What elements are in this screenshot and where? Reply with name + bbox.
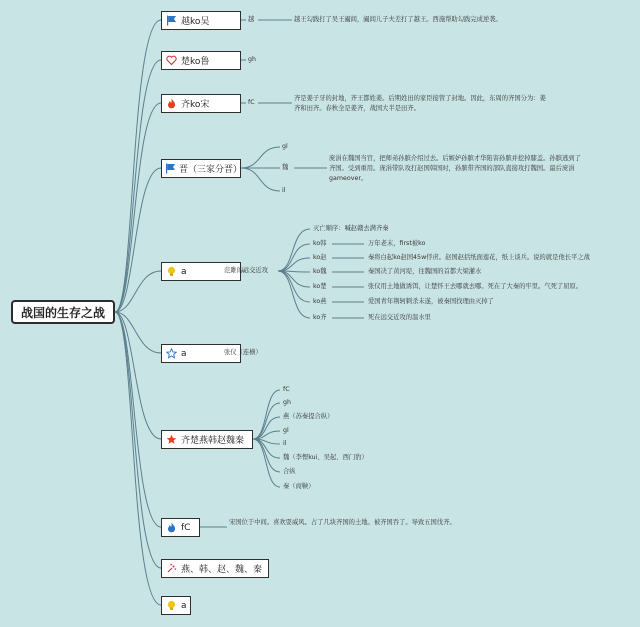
fire-icon <box>165 97 178 110</box>
subtopic-fc[interactable]: fC <box>248 99 255 106</box>
topic-chu-ko-lu[interactable] <box>161 51 241 70</box>
topic-a-3[interactable] <box>161 596 191 615</box>
subtopic-ko-zhao[interactable]: ko赵 <box>313 254 327 261</box>
subtopic-gh[interactable]: gh <box>283 399 291 406</box>
sparkle-icon <box>165 562 178 575</box>
topic-note: 宋国位于中间。喜欢耍威风。占了几块齐国的土地。被齐国吞了。导致五国伐齐。 <box>229 519 456 526</box>
subtopic-zhangyi[interactable]: 张仪（连横） <box>224 349 262 356</box>
topic-seven-states[interactable] <box>161 430 253 449</box>
topic-jin-split[interactable] <box>161 159 241 178</box>
subtopic-qin[interactable]: 秦（商鞅） <box>283 483 315 490</box>
topic-fc[interactable] <box>161 518 200 537</box>
subtopic-gh[interactable]: gh <box>248 56 256 63</box>
subtopic-hezong[interactable]: 合纵 <box>283 468 296 475</box>
star-icon <box>165 433 178 446</box>
subtopic-ko-wei-note: 秦国决了黄河堤，往魏国的首都大梁灌水 <box>368 268 482 275</box>
subtopic-ko-chu-note: 张仪用土地做诱饵，让楚怀王去哪就去哪。死在了大秦的牢里。气死了屈原。 <box>368 283 583 290</box>
subtopic-ko-han[interactable]: ko韩 <box>313 240 327 247</box>
subtopic-fc[interactable]: fC <box>283 386 290 393</box>
topic-label: 齐楚燕韩赵魏秦 <box>181 436 245 446</box>
subtopic-ko-qi[interactable]: ko齐 <box>313 314 327 321</box>
subtopic-wei[interactable]: 魏（李悝kui、吴起、西门豹） <box>283 454 368 461</box>
topic-five-states[interactable] <box>161 559 269 578</box>
subtopic-ko-chu[interactable]: ko楚 <box>313 283 327 290</box>
topic-label: 晋（三家分晋） <box>179 165 243 175</box>
subtopic-ko-qi-note: 死在远交近攻的温水里 <box>368 314 431 321</box>
topic-note: 越王勾践打了吴王阖闾，阖闾儿子夫差打了越王。西施帮助勾践完成逆袭。 <box>294 16 502 23</box>
root-topic[interactable]: 战国的生存之战 <box>11 300 115 324</box>
subtopic-yue[interactable]: 越 <box>248 16 255 23</box>
topic-yue-ko-wu[interactable] <box>161 11 241 30</box>
star-outline-icon <box>165 347 178 360</box>
fire-icon <box>165 521 178 534</box>
subtopic-fanju-strategy[interactable]: 范雎的远交近攻 <box>224 267 269 274</box>
topic-label: fC <box>181 522 191 533</box>
subtopic-ko-zhao-note: 秦将白起ko赵国45w俘虏。赵国赵括纸面莲花，纸上谈兵。说的就是他长平之战 <box>368 254 590 261</box>
topic-label: 楚ko鲁 <box>181 57 210 67</box>
topic-qi-ko-song[interactable] <box>161 94 241 113</box>
topic-note: 庞涓在魏国当官，把师弟孙膑介绍过去。后嫉妒孙膑才华陷害孙膑并挖掉膝盖。孙膑逃到了齐国。受到重用。庞涓带队攻打赵国韩国时，孙膑带齐国的部队直接攻打魏国。最后庞涓gameover。 <box>329 155 581 182</box>
topic-label: 越ko吴 <box>181 17 210 27</box>
topic-label: a <box>181 600 187 611</box>
topic-label: 齐ko宋 <box>181 100 210 110</box>
subtopic-il[interactable]: il <box>282 187 286 194</box>
topic-label: a <box>181 348 187 359</box>
subtopic-gl[interactable]: gl <box>282 143 288 150</box>
subtopic-wei[interactable]: 魏 <box>282 164 289 171</box>
subtopic-order[interactable]: 灭亡顺序：喊赵赣去满齐秦 <box>313 225 389 232</box>
subtopic-gl[interactable]: gl <box>283 427 289 434</box>
flag-icon <box>165 14 178 27</box>
subtopic-ko-han-note: 万年老末，first被ko <box>368 240 426 247</box>
heart-icon <box>165 54 178 67</box>
flag-icon <box>165 162 176 175</box>
subtopic-il[interactable]: il <box>283 440 287 447</box>
subtopic-yan[interactable]: 燕（苏秦提合纵） <box>283 413 334 420</box>
topic-label: 燕、韩、赵、魏、秦 <box>181 565 263 575</box>
subtopic-ko-wei[interactable]: ko魏 <box>313 268 327 275</box>
subtopic-ko-yan[interactable]: ko燕 <box>313 298 327 305</box>
lightbulb-icon <box>165 599 178 612</box>
lightbulb-icon <box>165 265 178 278</box>
topic-note: 齐是姜子牙的封地，齐王都姓姜。后期姓田的家臣接管了封地。因此，东周的齐国分为：姜齐和田齐。春秋全是姜齐，战国大半是田齐。 <box>294 95 546 112</box>
subtopic-ko-yan-note: 爱国青年荆轲刺杀未遂，被秦国找理由灭掉了 <box>368 298 494 305</box>
topic-label: a <box>181 266 187 277</box>
